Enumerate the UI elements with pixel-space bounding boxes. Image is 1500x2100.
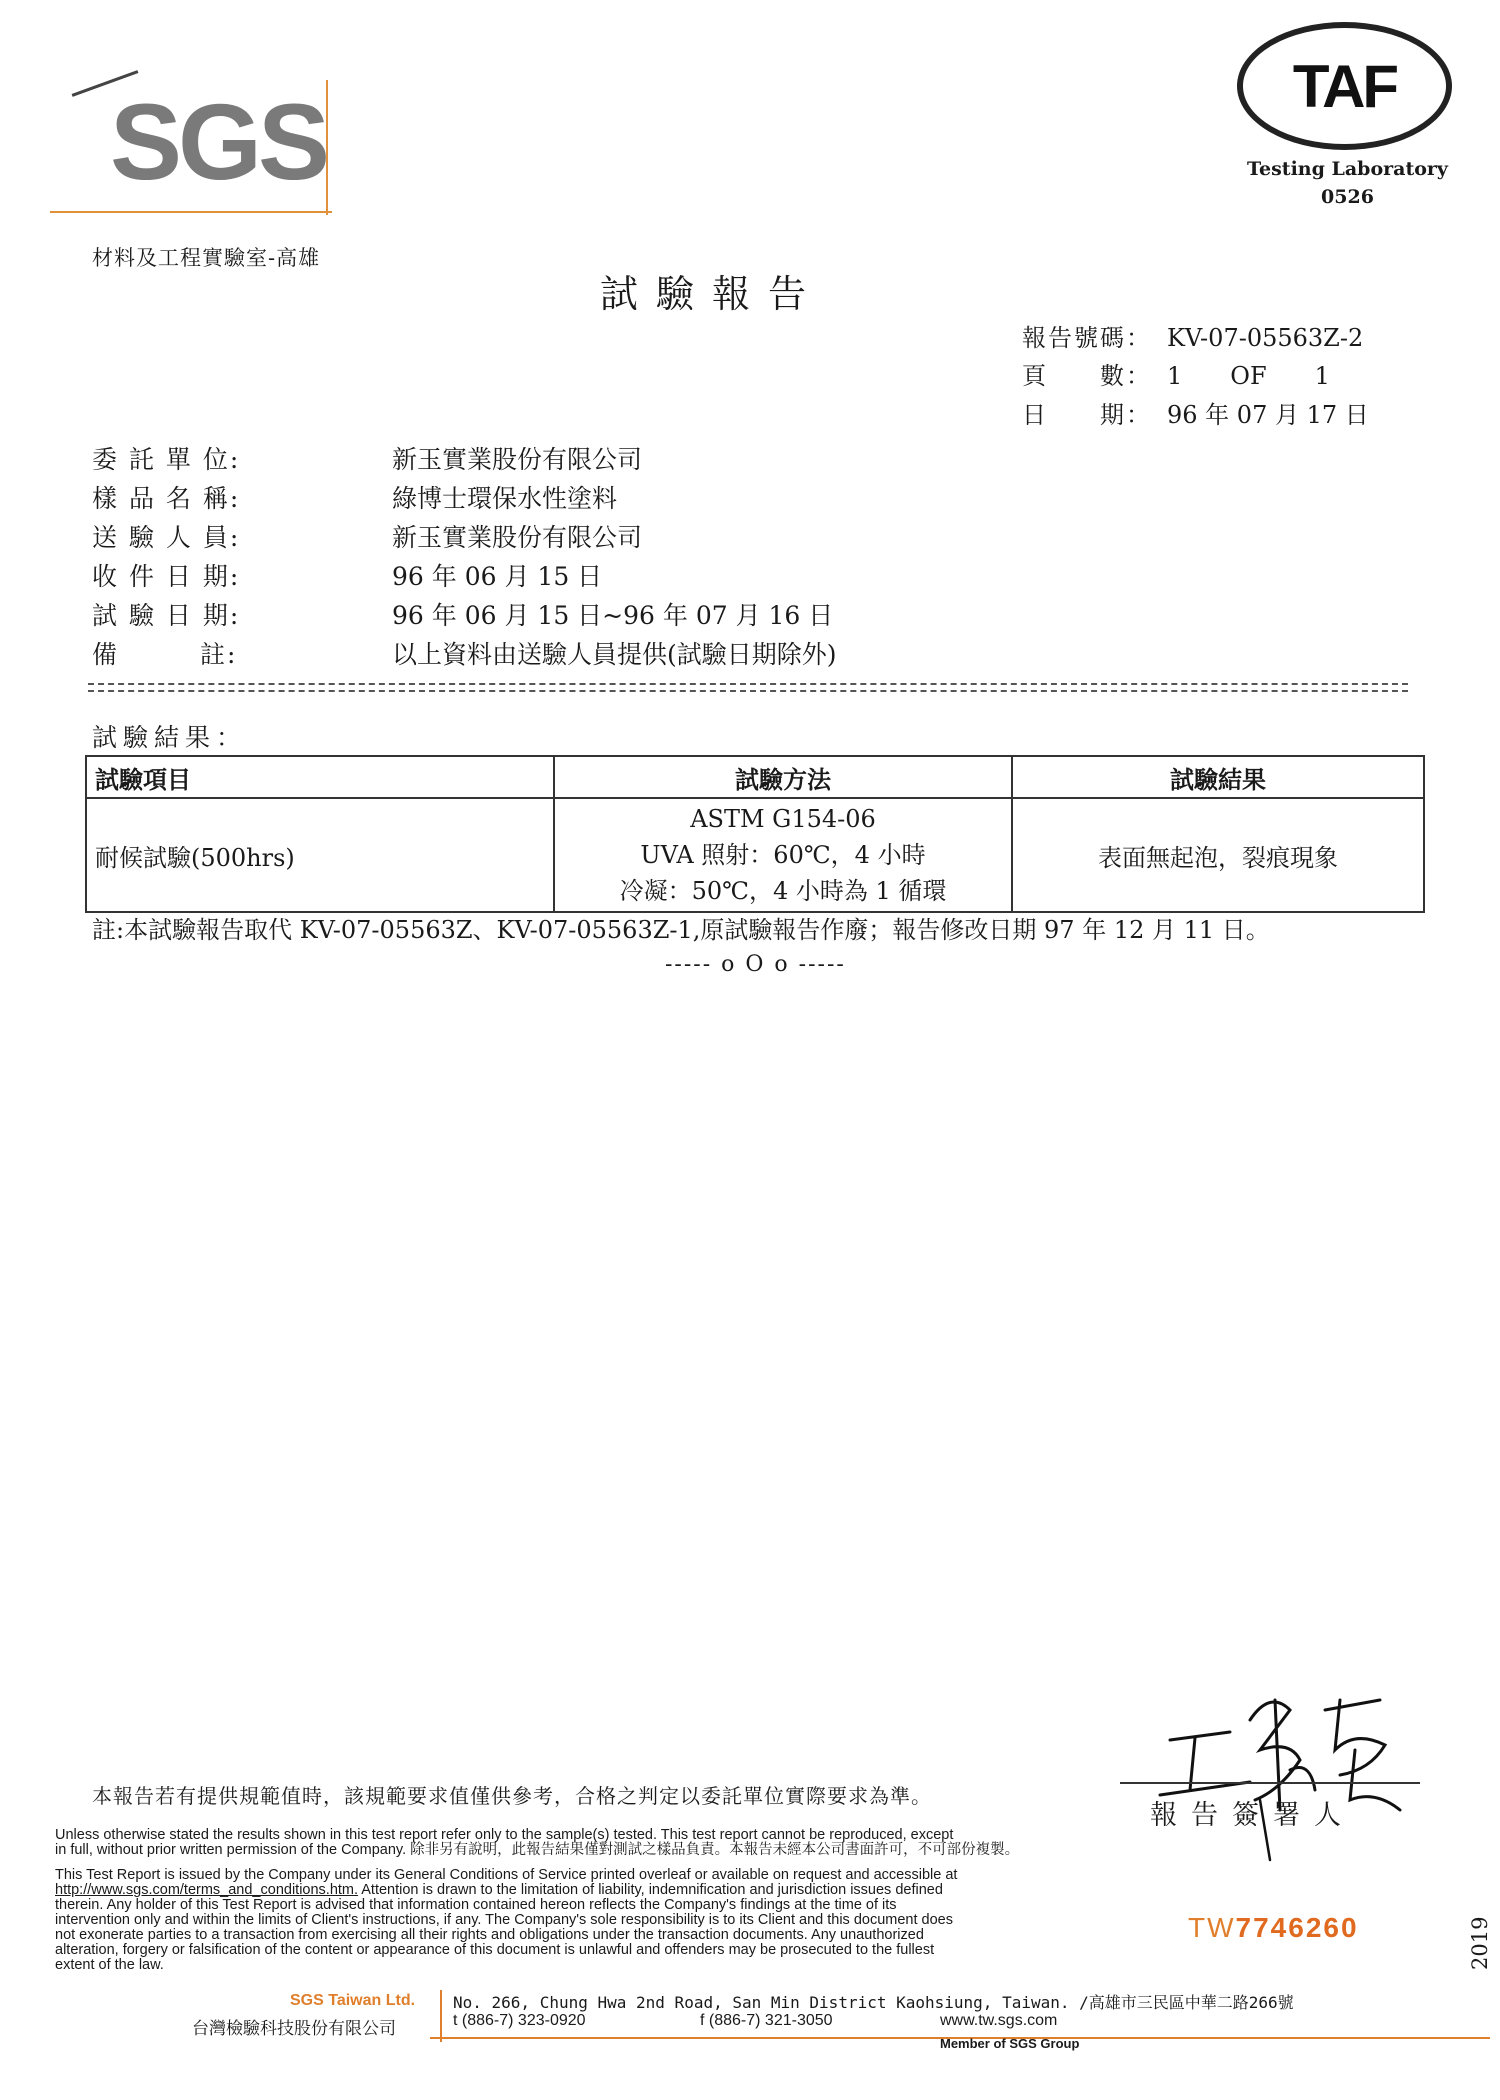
year-mark: 2019 [1468, 1916, 1492, 1970]
info-value: 以上資料由送驗人員提供(試驗日期除外) [392, 640, 837, 669]
cell-test-result: 表面無起泡，裂痕現象 [1012, 798, 1424, 912]
footer-company-chinese: 台灣檢驗科技股份有限公司 [192, 2019, 396, 2039]
taf-logo-text: TAF [1292, 53, 1397, 120]
method-line: 冷凝：50℃，4 小時為 1 循環 [619, 877, 947, 905]
serial-number [1188, 1912, 1359, 1944]
footer-divider [440, 1990, 442, 2042]
legal-line: This Test Report is issued by the Company under its General Conditions of Service printed overleaf or available on request and accessible at [55, 1867, 958, 1883]
sgs-logo-horizontal-rule [50, 211, 332, 213]
signatory-caption: 報告簽署人 [1150, 1800, 1355, 1831]
legal-line: in full, without prior written permission of the Company. 除非另有說明，此報告結果僅對測試之樣品負責。本報告未經本公司書面許可，不可部份複製。 [55, 1842, 1020, 1858]
table-header-row [86, 756, 1424, 798]
info-value: 新玉實業股份有限公司 [392, 445, 643, 474]
info-row-received-date [92, 557, 603, 593]
info-label: 委 託 單 位: [92, 445, 241, 474]
table-row [86, 798, 1424, 912]
info-label: 樣 品 名 稱: [92, 484, 241, 513]
legal-paragraph-2 [55, 1868, 1155, 1973]
taf-logo [1237, 22, 1452, 150]
footer-member-note: Member of SGS Group [940, 2036, 1080, 2051]
page-count-value: 1 OF 1 [1167, 362, 1330, 390]
method-line: ASTM G154-06 [690, 805, 876, 833]
footer-telephone: t (886-7) 323-0920 [453, 2012, 586, 2029]
info-row-sample [92, 479, 618, 515]
header-test-item: 試驗項目 [86, 756, 554, 798]
end-mark: ----- o O o ----- [665, 952, 846, 977]
legal-line: alteration, forgery or falsification of the content or appearance of this document is unlawful and offenders may be prosecuted to the fullest [55, 1942, 935, 1958]
info-value: 綠博士環保水性塗料 [392, 484, 618, 513]
footer-address: No. 266, Chung Hwa 2nd Road, San Min District Kaohsiung, Taiwan. /高雄市三民區中華二路266號 [453, 1993, 1294, 2012]
taf-number: 0526 [1321, 186, 1374, 208]
report-number-row [1022, 318, 1363, 353]
header-test-result: 試驗結果 [1012, 756, 1424, 798]
legal-line: therein. Any holder of this Test Report is advised that information contained hereon reflects the Company's findings at the time of its [55, 1897, 897, 1913]
sgs-logo-vertical-rule [326, 80, 328, 215]
report-date-label: 日 期： [1022, 401, 1152, 429]
report-number-value: KV-07-05563Z-2 [1167, 324, 1364, 352]
legal-line [55, 1883, 1155, 1898]
taf-caption: Testing Laboratory [1247, 158, 1448, 180]
legal-paragraph-1 [55, 1828, 1155, 1858]
sgs-logo [50, 70, 350, 220]
page-count-label: 頁 數： [1022, 362, 1152, 390]
report-number-label: 報告號碼： [1022, 324, 1152, 352]
legal-line: intervention only and within the limits of Client's instructions, if any. The Company's sole responsibility is to its Client and this document does [55, 1912, 953, 1928]
footer-company: SGS Taiwan Ltd. [290, 1992, 416, 2009]
page-count-row [1022, 356, 1330, 391]
section-divider [88, 683, 1408, 692]
info-row-client [92, 440, 643, 476]
report-date-row [1022, 395, 1369, 430]
cell-test-item: 耐候試驗(500hrs) [86, 798, 554, 912]
lab-name: 材料及工程實驗室-高雄 [92, 246, 321, 270]
header-test-method: 試驗方法 [554, 756, 1012, 798]
sgs-logo-text: SGS [110, 81, 327, 202]
disclaimer-chinese: 本報告若有提供規範值時，該規範要求值僅供參考，合格之判定以委託單位實際要求為準。 [92, 1784, 932, 1808]
terms-link[interactable]: http://www.sgs.com/terms_and_conditions.htm. [55, 1882, 359, 1898]
legal-text: Attention is drawn to the limitation of liability, indemnification and jurisdiction issues defined [358, 1882, 943, 1898]
footer-website-link[interactable]: www.tw.sgs.com [940, 2012, 1058, 2029]
results-table [85, 755, 1425, 913]
info-value: 96 年 06 月 15 日 [392, 562, 603, 591]
results-label: 試驗結果： [92, 723, 248, 752]
info-row-test-date [92, 596, 834, 632]
document-title: 試驗報告 [600, 272, 825, 316]
serial-prefix: TW [1188, 1912, 1236, 1943]
report-date-value: 96 年 07 月 17 日 [1167, 401, 1369, 429]
info-label: 收 件 日 期: [92, 562, 241, 591]
legal-line: extent of the law. [55, 1957, 164, 1973]
method-line: UVA 照射：60℃，4 小時 [640, 841, 926, 869]
info-label: 試 驗 日 期: [92, 601, 241, 630]
serial-digits: 7746260 [1235, 1912, 1359, 1943]
footer-fax: f (886-7) 321-3050 [700, 2012, 833, 2029]
info-value: 新玉實業股份有限公司 [392, 523, 643, 552]
handwritten-signature [1140, 1660, 1420, 1870]
info-value: 96 年 06 月 15 日~96 年 07 月 16 日 [392, 601, 834, 630]
info-row-submitter [92, 518, 643, 554]
info-row-remarks [92, 635, 837, 671]
legal-line: Unless otherwise stated the results shown in this test report refer only to the sample(s) tested. This test report cannot be reproduced, except [55, 1827, 954, 1843]
legal-line: not exonerate parties to a transaction from exercising all their rights and obligations under the transaction documents. Any unauthorized [55, 1927, 924, 1943]
report-note: 註:本試驗報告取代 KV-07-05563Z、KV-07-05563Z-1,原試驗報告作廢；報告修改日期 97 年 12 月 11 日。 [92, 916, 1270, 944]
info-label: 送 驗 人 員: [92, 523, 241, 552]
cell-test-method [554, 798, 1012, 912]
info-label: 備 註: [92, 640, 238, 669]
signature-line [1120, 1782, 1420, 1784]
